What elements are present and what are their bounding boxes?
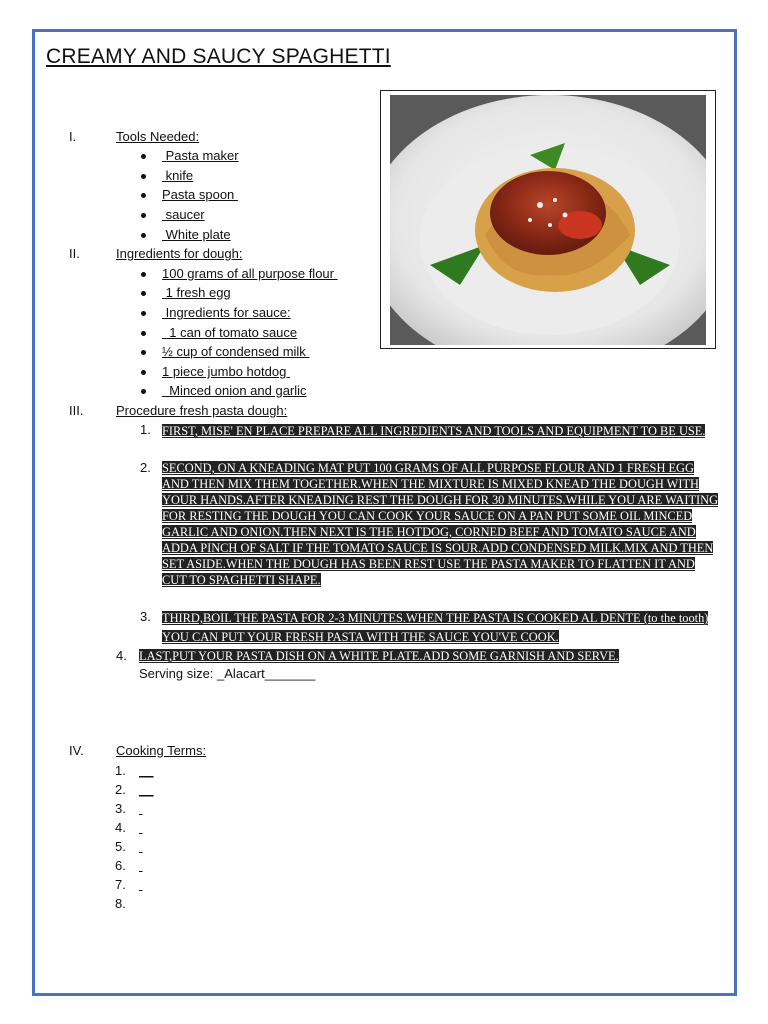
- section-numeral-tools: I.: [69, 129, 77, 144]
- bullet-icon: [141, 370, 146, 375]
- section-numeral-procedure: III.: [69, 403, 84, 418]
- spaghetti-photo: [390, 95, 706, 345]
- section-label-ingredients: Ingredients for dough:: [116, 246, 243, 261]
- procedure-step: [162, 609, 722, 647]
- step-number: 2.: [140, 460, 151, 475]
- step-number: 1.: [140, 422, 151, 437]
- term-value: __: [139, 782, 154, 797]
- term-number: 6.: [115, 858, 126, 873]
- term-value: [139, 801, 143, 816]
- photo-frame: [380, 90, 716, 349]
- step-text: THIRD,BOIL THE PASTA FOR 2-3 MINUTES.WHEN THE PASTA IS COOKED AL DENTE (to the tooth) YOU CAN PUT YOUR FRESH PASTA WITH THE SAUCE YOU'VE COOK.: [162, 611, 709, 644]
- term-number: 2.: [115, 782, 126, 797]
- document-title: CREAMY AND SAUCY SPAGHETTI: [46, 45, 391, 68]
- bullet-icon: [141, 174, 146, 179]
- bullet-icon: [141, 272, 146, 277]
- section-numeral-ingredients: II.: [69, 246, 80, 261]
- step-number: 4.: [116, 648, 127, 663]
- term-number: 8.: [115, 896, 126, 911]
- term-number: 1.: [115, 763, 126, 778]
- term-number: 3.: [115, 801, 126, 816]
- bullet-icon: [141, 193, 146, 198]
- term-number: 7.: [115, 877, 126, 892]
- section-label-terms: Cooking Terms:: [116, 743, 207, 758]
- spaghetti-illustration: [390, 95, 706, 345]
- bullet-icon: [141, 291, 146, 296]
- term-value: [139, 839, 143, 854]
- bullet-icon: [141, 350, 146, 355]
- step-text: FIRST, MISE' EN PLACE PREPARE ALL INGREDIENTS AND TOOLS AND EQUIPMENT TO BE USE.: [162, 424, 706, 438]
- term-value: [139, 820, 143, 835]
- section-numeral-terms: IV.: [69, 743, 84, 758]
- bullet-icon: [141, 213, 146, 218]
- procedure-step: [139, 648, 699, 664]
- term-number: 5.: [115, 839, 126, 854]
- procedure-step: [162, 422, 722, 441]
- step-text: SECOND, ON A KNEADING MAT PUT 100 GRAMS OF ALL PURPOSE FLOUR AND 1 FRESH EGG AND THEN MIX THEM TOGETHER.WHEN THE MIXTURE IS MIXED KNEAD THE DOUGH WITH YOUR HANDS.AFTER KNEADING REST THE DOUGH FOR 30 MINUTES.WHILE YOU ARE WAITING FOR RESTING THE DOUGH YOU CAN COOK YOUR SAUCE ON A PAN PUT SOME OIL MINCED GARLIC AND ONION.THEN NEXT IS THE HOTDOG, CORNED BEEF AND TOMATO SAUCE AND ADDA PINCH OF SALT IF THE TOMATO SAUCE IS SOUR.ADD CONDENSED MILK.MIX AND THEN SET ASIDE.WHEN THE DOUGH HAS BEEN REST USE THE PASTA MAKER TO FLATTEN IT AND CUT TO SPAGHETTI SHAPE.: [162, 461, 719, 587]
- term-value: [139, 858, 143, 873]
- bullet-icon: [141, 331, 146, 336]
- bullet-icon: [141, 154, 146, 159]
- section-label-procedure: Procedure fresh pasta dough:: [116, 403, 288, 418]
- serving-size: Serving size: _Alacart_______: [139, 666, 316, 681]
- term-value: [139, 877, 143, 892]
- bullet-icon: [141, 233, 146, 238]
- term-value: __: [139, 763, 154, 778]
- procedure-step: [162, 460, 722, 588]
- term-number: 4.: [115, 820, 126, 835]
- bullet-icon: [141, 389, 146, 394]
- section-label-tools: Tools Needed:: [116, 129, 200, 144]
- step-number: 3.: [140, 609, 151, 624]
- step-text: LAST,PUT YOUR PASTA DISH ON A WHITE PLATE.ADD SOME GARNISH AND SERVE.: [139, 649, 619, 663]
- bullet-icon: [141, 311, 146, 316]
